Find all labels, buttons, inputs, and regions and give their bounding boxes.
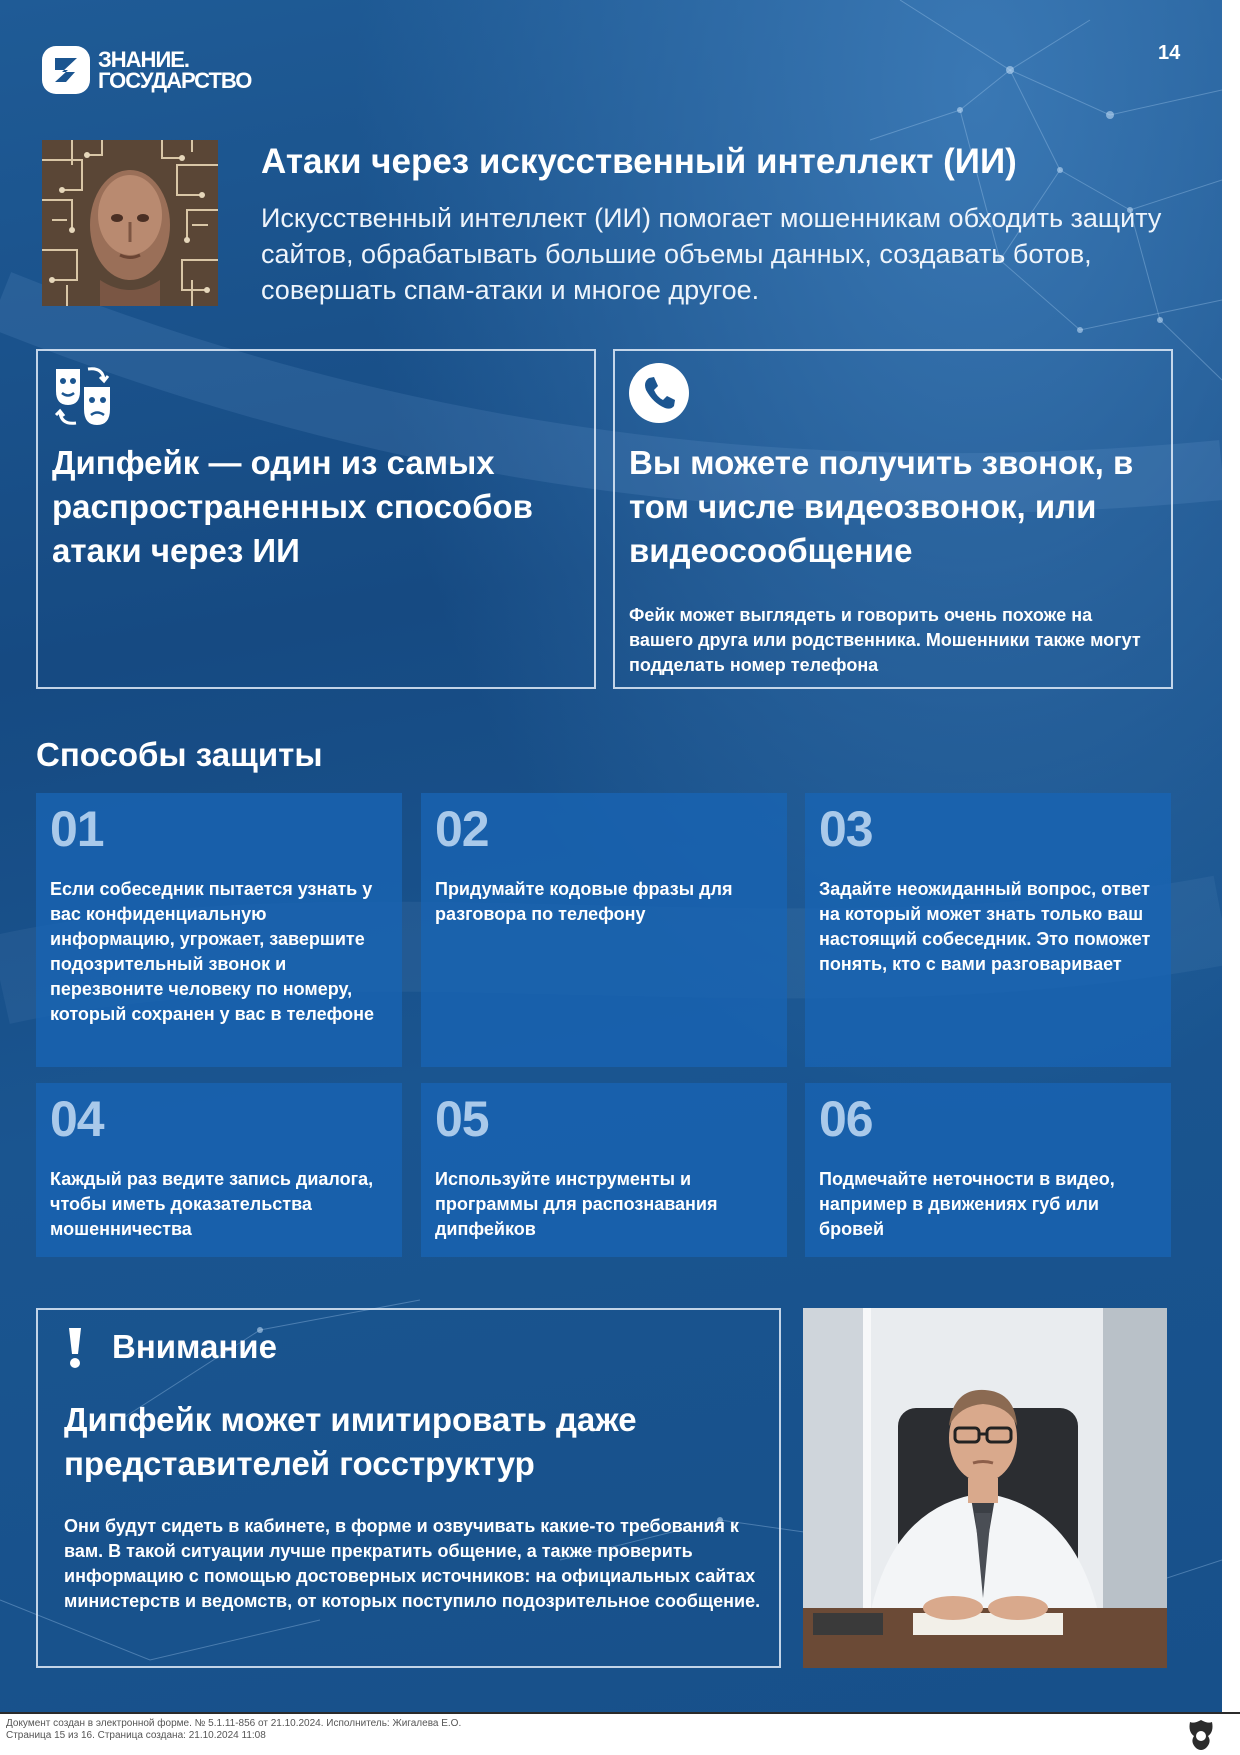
tile-text: Каждый раз ведите запись диалога, чтобы иметь доказательства мошенничества: [50, 1169, 374, 1239]
exclamation-icon: [64, 1326, 86, 1370]
protection-tile-06: [805, 1083, 1171, 1257]
tile-number: 01: [50, 801, 104, 857]
intro-title: Атаки через искусственный интеллект (ИИ): [261, 142, 1017, 181]
tile-text: Используйте инструменты и программы для распознавания дипфейков: [435, 1169, 718, 1239]
document-footer: [0, 1712, 1240, 1755]
tile-number: 02: [435, 801, 489, 857]
tile-text: Задайте неожиданный вопрос, ответ на который может знать только ваш настоящий собеседник. Это поможет понять, кто с вами разговаривает: [819, 879, 1151, 974]
protection-tile-03: [805, 793, 1171, 1067]
logo-mark-icon: [42, 46, 90, 94]
phone-icon: [629, 363, 689, 423]
logo: [42, 46, 251, 94]
warning-text: Они будут сидеть в кабинете, в форме и озвучивать какие-то требования к вам. В такой ситуации лучше прекратить общение, а также проверить информацию с помощью достоверных источников: на официальных сайтах министерств и ведомств, от которых поступило подозрительное сообщение.: [64, 1516, 761, 1611]
tile-text: Придумайте кодовые фразы для разговора по телефону: [435, 879, 733, 924]
tile-number: 03: [819, 801, 873, 857]
card-call: [613, 349, 1173, 689]
warning-title: Дипфейк может имитировать даже представителей госструктур: [64, 1401, 637, 1482]
protection-tile-05: [421, 1083, 787, 1257]
card-deepfake: [36, 349, 596, 689]
card-call-title: Вы можете получить звонок, в том числе видеозвонок, или видеосообщение: [629, 444, 1134, 569]
footer-line-1: Документ создан в электронной форме. № 5.1.11-856 от 21.10.2024. Исполнитель: Жигалева Е.О.: [6, 1718, 462, 1729]
tile-number: 06: [819, 1091, 873, 1147]
intro-text: Искусственный интеллект (ИИ) помогает мошенникам обходить защиту сайтов, обрабатывать большие объемы данных, создавать ботов, совершать спам-атаки и многое другое.: [261, 203, 1162, 305]
ai-face-image: [42, 140, 218, 306]
page-number: 14: [1158, 42, 1181, 64]
tile-number: 04: [50, 1091, 104, 1147]
official-photo: [803, 1308, 1167, 1668]
protection-tile-04: [36, 1083, 402, 1257]
footer-line-2: Страница 15 из 16. Страница создана: 21.10.2024 11:08: [6, 1730, 266, 1741]
logo-text-line1: ЗНАНИЕ.: [98, 47, 190, 72]
card-call-note: Фейк может выглядеть и говорить очень похоже на вашего друга или родственника. Мошенники также могут подделать номер телефона: [629, 605, 1141, 675]
tile-text: Подмечайте неточности в видео, например в движениях губ или бровей: [819, 1169, 1115, 1239]
protection-title: Способы защиты: [36, 736, 323, 773]
warning-box: [36, 1308, 781, 1668]
protection-tile-02: [421, 793, 787, 1067]
tile-number: 05: [435, 1091, 489, 1147]
card-deepfake-title: Дипфейк — один из самых распространенных способов атаки через ИИ: [52, 444, 533, 569]
logo-text-line2: ГОСУДАРСТВО: [98, 68, 252, 93]
warning-label: Внимание: [112, 1328, 277, 1365]
tile-text: Если собеседник пытается узнать у вас конфиденциальную информацию, угрожает, завершите подозрительный звонок и перезвоните человеку по номеру, который сохранен у вас в телефоне: [50, 879, 375, 1024]
masks-icon: [52, 363, 114, 429]
protection-tile-01: [36, 793, 402, 1067]
emblem-icon: [1186, 1718, 1216, 1752]
